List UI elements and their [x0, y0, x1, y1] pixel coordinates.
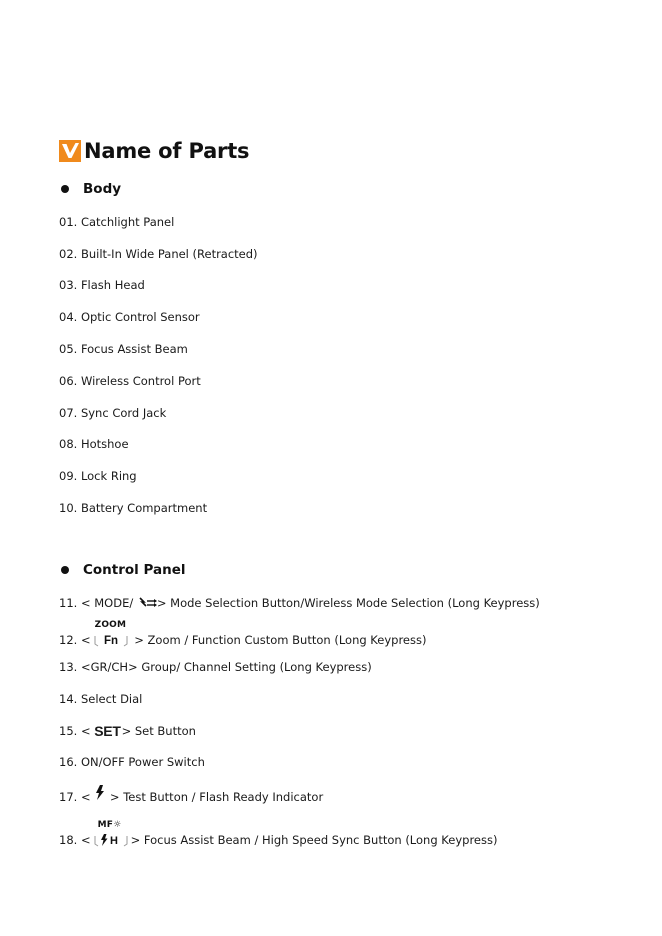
- section-heading: Control Panel: [83, 562, 186, 578]
- wireless-mode-icon: [137, 596, 157, 610]
- list-item: 13. <GR/CH> Group/ Channel Setting (Long Keypress): [59, 660, 372, 674]
- bullet-icon: [61, 185, 69, 193]
- list-item: 14. Select Dial: [59, 692, 143, 706]
- bullet-icon: [61, 566, 69, 574]
- list-item: 06. Wireless Control Port: [59, 374, 201, 388]
- list-item: 05. Focus Assist Beam: [59, 342, 188, 356]
- section-body: [59, 181, 121, 197]
- section-control-panel: [59, 562, 186, 578]
- fn-key-label: Fn: [103, 635, 118, 647]
- set-key-label: SET: [94, 723, 121, 739]
- flash-bolt-icon: [94, 785, 106, 801]
- zoom-key-caption: ZOOM: [94, 620, 127, 630]
- list-item: 04. Optic Control Sensor: [59, 310, 200, 324]
- list-item: 09. Lock Ring: [59, 469, 137, 483]
- title-row: [59, 139, 249, 163]
- list-item: 01. Catchlight Panel: [59, 215, 175, 229]
- list-item: 16. ON/OFF Power Switch: [59, 755, 205, 769]
- list-item: 17. < > Test Button / Flash Ready Indicator: [59, 789, 323, 805]
- high-speed-sync-key-icon: [93, 820, 129, 848]
- checkmark-logo-icon: [59, 140, 81, 162]
- list-item: 12. < ZOOM Fn > Zoom / Function Custom Button (Long Keypress): [59, 632, 426, 648]
- zoom-fn-key-icon: [93, 620, 129, 648]
- list-item: 11. < MODE/ > Mode Selection Button/Wireless Mode Selection (Long Keypress): [59, 596, 540, 610]
- list-item: 18. < MF☼ H > Focus Assist Beam / High Speed Sync Button (Long Keypress): [59, 832, 497, 848]
- list-item: 02. Built-In Wide Panel (Retracted): [59, 247, 258, 261]
- mf-key-caption: MF☼: [97, 820, 122, 830]
- list-item: 15. < SET > Set Button: [59, 723, 196, 739]
- list-item: 07. Sync Cord Jack: [59, 406, 167, 420]
- section-heading: Body: [83, 181, 122, 197]
- h-key-label: H: [109, 835, 118, 847]
- list-item: 10. Battery Compartment: [59, 501, 208, 515]
- list-item: 08. Hotshoe: [59, 437, 129, 451]
- list-item: 03. Flash Head: [59, 278, 145, 292]
- page-title: Name of Parts: [84, 139, 250, 163]
